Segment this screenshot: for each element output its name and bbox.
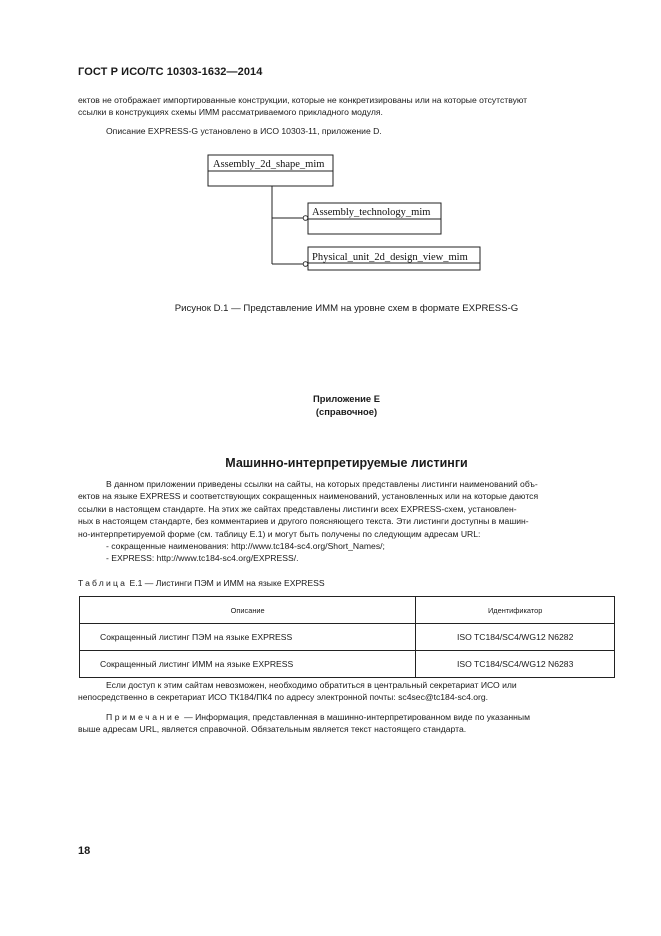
table-caption-text: Е.1 — Листинги ПЭМ и ИММ на языке EXPRESS [129, 578, 325, 588]
body-line: но-интерпретируемой форме (см. таблицу Е.1) и могут быть получены по следующим адресам URL: [78, 528, 481, 539]
intro-line-2: ссылки в конструкциях схемы ИММ рассматриваемого прикладного модуля. [78, 107, 383, 118]
url-express: - EXPRESS: http://www.tc184-sc4.org/EXPRESS/. [106, 553, 299, 564]
section-title: Машинно-интерпретируемые листинги [225, 456, 468, 470]
cell-description: Сокращенный листинг ИММ на языке EXPRESS [80, 651, 416, 678]
header-description: Описание [80, 597, 416, 624]
note-text-1: — Информация, представленная в машинно-интерпретированном виде по указанным [184, 712, 530, 722]
cell-identifier: ISO TC184/SC4/WG12 N6282 [416, 624, 615, 651]
intro-line-1: ектов не отображает импортированные конструкции, которые не конкретизированы или на которые отсутствуют [78, 95, 528, 105]
page-number: 18 [78, 845, 91, 857]
figure-caption: Рисунок D.1 — Представление ИММ на уровне схем в формате EXPRESS-G [174, 303, 519, 314]
connector-end-1 [303, 216, 308, 221]
contact-paragraph [78, 679, 615, 704]
body-line: В данном приложении приведены ссылки на сайты, на которых представлены листинги наименований объ- [106, 479, 538, 489]
url-short-names: - сокращенные наименования: http://www.tc184-sc4.org/Short_Names/; [106, 541, 385, 552]
entity-box-assembly-technology [308, 203, 441, 234]
listings-table [79, 596, 615, 678]
body-line: ссылки в настоящем стандарте. На этих же сайтах представлены листинги всех EXPRESS-схем, установлен- [78, 503, 517, 514]
entity-name-3: Physical_unit_2d_design_view_mim [312, 252, 468, 263]
body-paragraph [78, 478, 615, 565]
annex-status: (справочное) [315, 405, 378, 417]
entity-name-1: Assembly_2d_shape_mim [213, 159, 325, 170]
entity-box-assembly-2d-shape [208, 155, 333, 186]
entity-box-physical-unit [308, 247, 480, 270]
express-g-diagram [205, 152, 495, 272]
header-identifier: Идентификатор [416, 597, 615, 624]
table-caption [78, 578, 325, 588]
document-header: ГОСТ Р ИСО/ТС 10303-1632—2014 [78, 66, 263, 78]
intro-paragraph [78, 94, 615, 119]
annex-name: Приложение Е [313, 393, 380, 404]
note-label: Примечание [106, 712, 182, 722]
cell-identifier: ISO TC184/SC4/WG12 N6283 [416, 651, 615, 678]
contact-line-2: непосредственно в секретариат ИСО ТК184/ПК4 по адресу электронной почты: sc4sec@tc184-sc4.org. [78, 692, 489, 703]
note-paragraph [78, 711, 615, 736]
table-row [80, 651, 615, 678]
contact-line-1: Если доступ к этим сайтам невозможен, необходимо обратиться в центральный секретариат ИСО или [106, 680, 517, 690]
entity-name-2: Assembly_technology_mim [312, 207, 431, 218]
note-line-1 [78, 711, 615, 723]
table-row [80, 624, 615, 651]
express-g-paragraph: Описание EXPRESS-G установлено в ИСО 10303-11, приложение D. [106, 126, 382, 136]
annex-heading [78, 393, 615, 418]
body-line: ектов на языке EXPRESS и соответствующих сокращенных наименований, установленных или на которые даются [78, 491, 539, 502]
note-line-2: выше адресам URL, является справочной. Обязательным является текст настоящего стандарта. [78, 724, 467, 735]
table-header-row [80, 597, 615, 624]
table-caption-prefix: Таблица [78, 578, 128, 588]
cell-description: Сокращенный листинг ПЭМ на языке EXPRESS [80, 624, 416, 651]
connector-end-2 [303, 262, 308, 267]
body-line: ных в настоящем стандарте, без комментариев и другого поясняющего текста. Эти листинги доступны в машин- [78, 516, 529, 527]
